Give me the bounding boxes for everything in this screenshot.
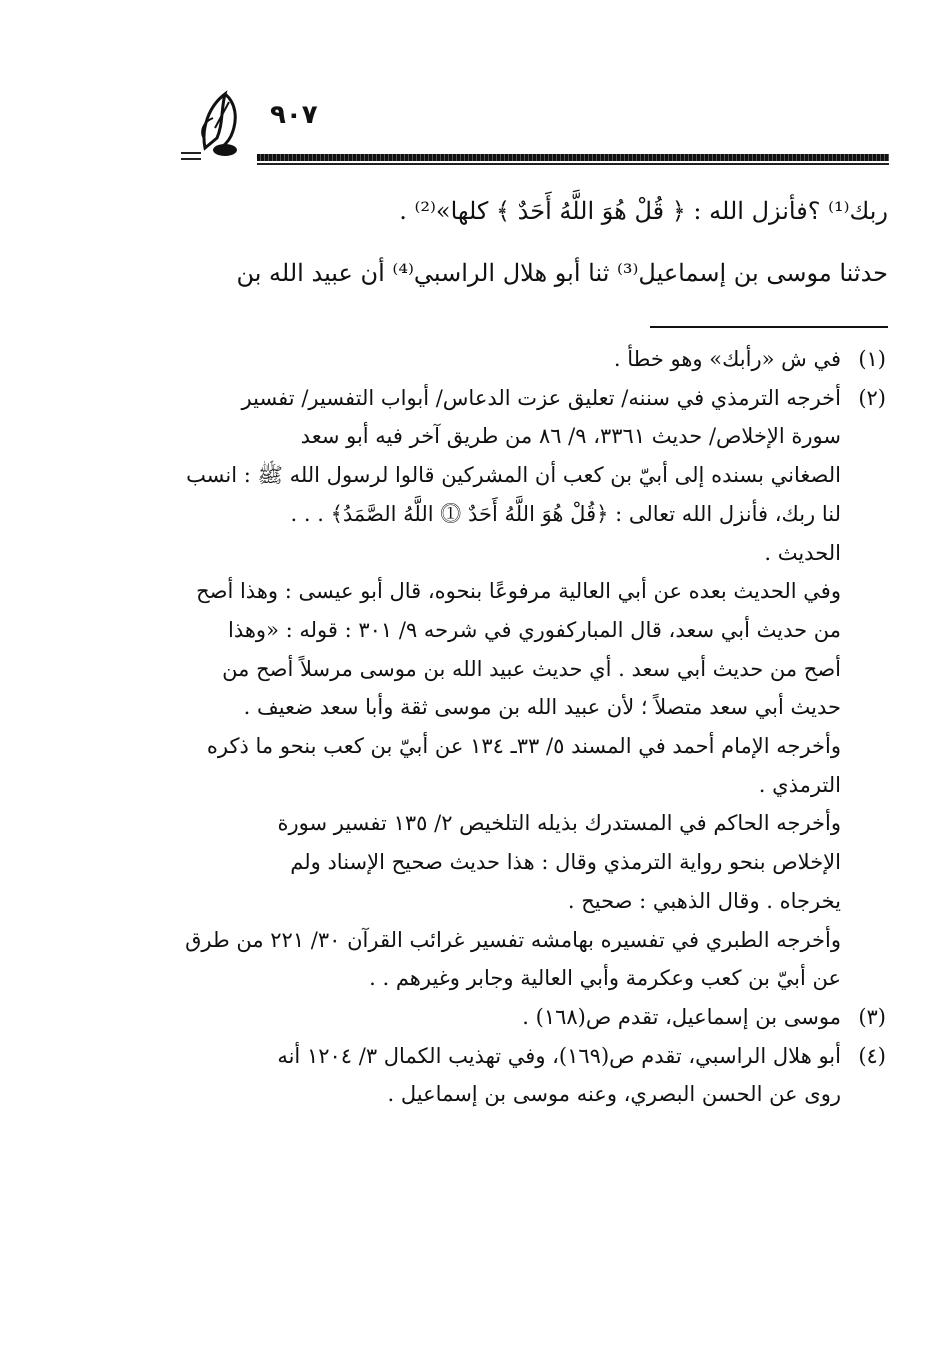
footnote-line: الحديث .: [764, 540, 841, 565]
footnote-line: في ش «رأبك» وهو خطأ .: [613, 347, 841, 371]
header-rule-thin: [257, 163, 889, 165]
footnote-number: (٢): [858, 385, 886, 410]
main-text-line: ربك⁽¹⁾ ؟فأنزل الله : ﴿ قُلْ هُوَ اللَّهُ أَحَدٌ ﴾ كلها»⁽²⁾ .: [399, 197, 888, 225]
footnote-line: الترمذي .: [758, 772, 841, 797]
header-rule-left: [181, 152, 201, 154]
header-rule-thick: [257, 154, 889, 161]
footnote-4: [146, 1037, 886, 1114]
footnote-line: حديث أبي سعد متصلاً ؛ لأن عبيد الله بن موسى ثقة وأبا سعد ضعيف .: [243, 695, 841, 720]
footnote-line: وأخرجه الإمام أحمد في المسند ٥/ ٣٣ـ ١٣٤ عن أبيّ بن كعب بنحو ما ذكره: [206, 734, 841, 759]
footnote-line: الصغاني بسنده إلى أبيّ بن كعب أن المشركين قالوا لرسول الله ﷺ : انسب: [186, 463, 841, 488]
main-text: [188, 180, 888, 304]
page-number: ٩٠٧: [270, 100, 318, 130]
footnote-1: [146, 340, 886, 379]
page-header: [175, 88, 895, 168]
footnote-number: (٤): [858, 1043, 886, 1068]
footnote-line: وفي الحديث بعده عن أبي العالية مرفوعًا بنحوه، قال أبو عيسى : وهذا أصح: [196, 579, 841, 604]
footnote-line: سورة الإخلاص/ حديث ٣٣٦١، ٩/ ٨٦ من طريق آخر فيه أبو سعد: [300, 424, 841, 449]
footnote-line: روى عن الحسن البصري، وعنه موسى بن إسماعيل .: [387, 1082, 841, 1107]
footnote-divider: [650, 326, 888, 328]
footnote-2: [146, 379, 886, 998]
footnote-3: [146, 998, 886, 1037]
footnotes: [146, 340, 886, 1114]
footnote-line: الإخلاص بنحو رواية الترمذي وقال : هذا حديث صحيح الإسناد ولم: [290, 850, 841, 875]
footnote-line: وأخرجه الطبري في تفسيره بهامشه تفسير غرائب القرآن ٣٠/ ٢٢١ من طرق: [185, 927, 841, 952]
quill-pen-icon: [195, 88, 247, 160]
footnote-line: أخرجه الترمذي في سننه/ تعليق عزت الدعاس/ أبواب التفسير/ تفسير: [241, 385, 841, 410]
footnote-line: عن أبيّ بن كعب وعكرمة وأبي العالية وجابر وغيرهم . .: [369, 966, 841, 991]
footnote-line: أصح من حديث أبي سعد . أي حديث عبيد الله بن موسى مرسلاً أصح من: [222, 656, 841, 681]
footnote-line: وأخرجه الحاكم في المستدرك بذيله التلخيص ٢/ ١٣٥ تفسير سورة: [277, 811, 841, 836]
footnote-number: (٣): [858, 1004, 886, 1029]
footnote-line: لنا ربك، فأنزل الله تعالى : ﴿قُلْ هُوَ اللَّهُ أَحَدٌ ⓵ اللَّهُ الصَّمَدُ﴾ . . .: [290, 501, 841, 526]
main-text-line: حدثنا موسى بن إسماعيل⁽³⁾ ثنا أبو هلال الراسبي⁽⁴⁾ أن عبيد الله بن: [236, 259, 888, 287]
footnote-line: يخرجاه . وقال الذهبي : صحيح .: [567, 888, 841, 913]
footnote-line: أبو هلال الراسبي، تقدم ص(١٦٩)، وفي تهذيب الكمال ٣/ ١٢٠٤ أنه: [277, 1043, 841, 1068]
footnote-line: موسى بن إسماعيل، تقدم ص(١٦٨) .: [522, 1004, 841, 1029]
footnote-line: من حديث أبي سعد، قال المباركفوري في شرحه ٩/ ٣٠١ : قوله : «وهذا: [228, 617, 841, 642]
footnote-number: (١): [858, 347, 886, 371]
header-rule-left-lower: [181, 158, 201, 160]
